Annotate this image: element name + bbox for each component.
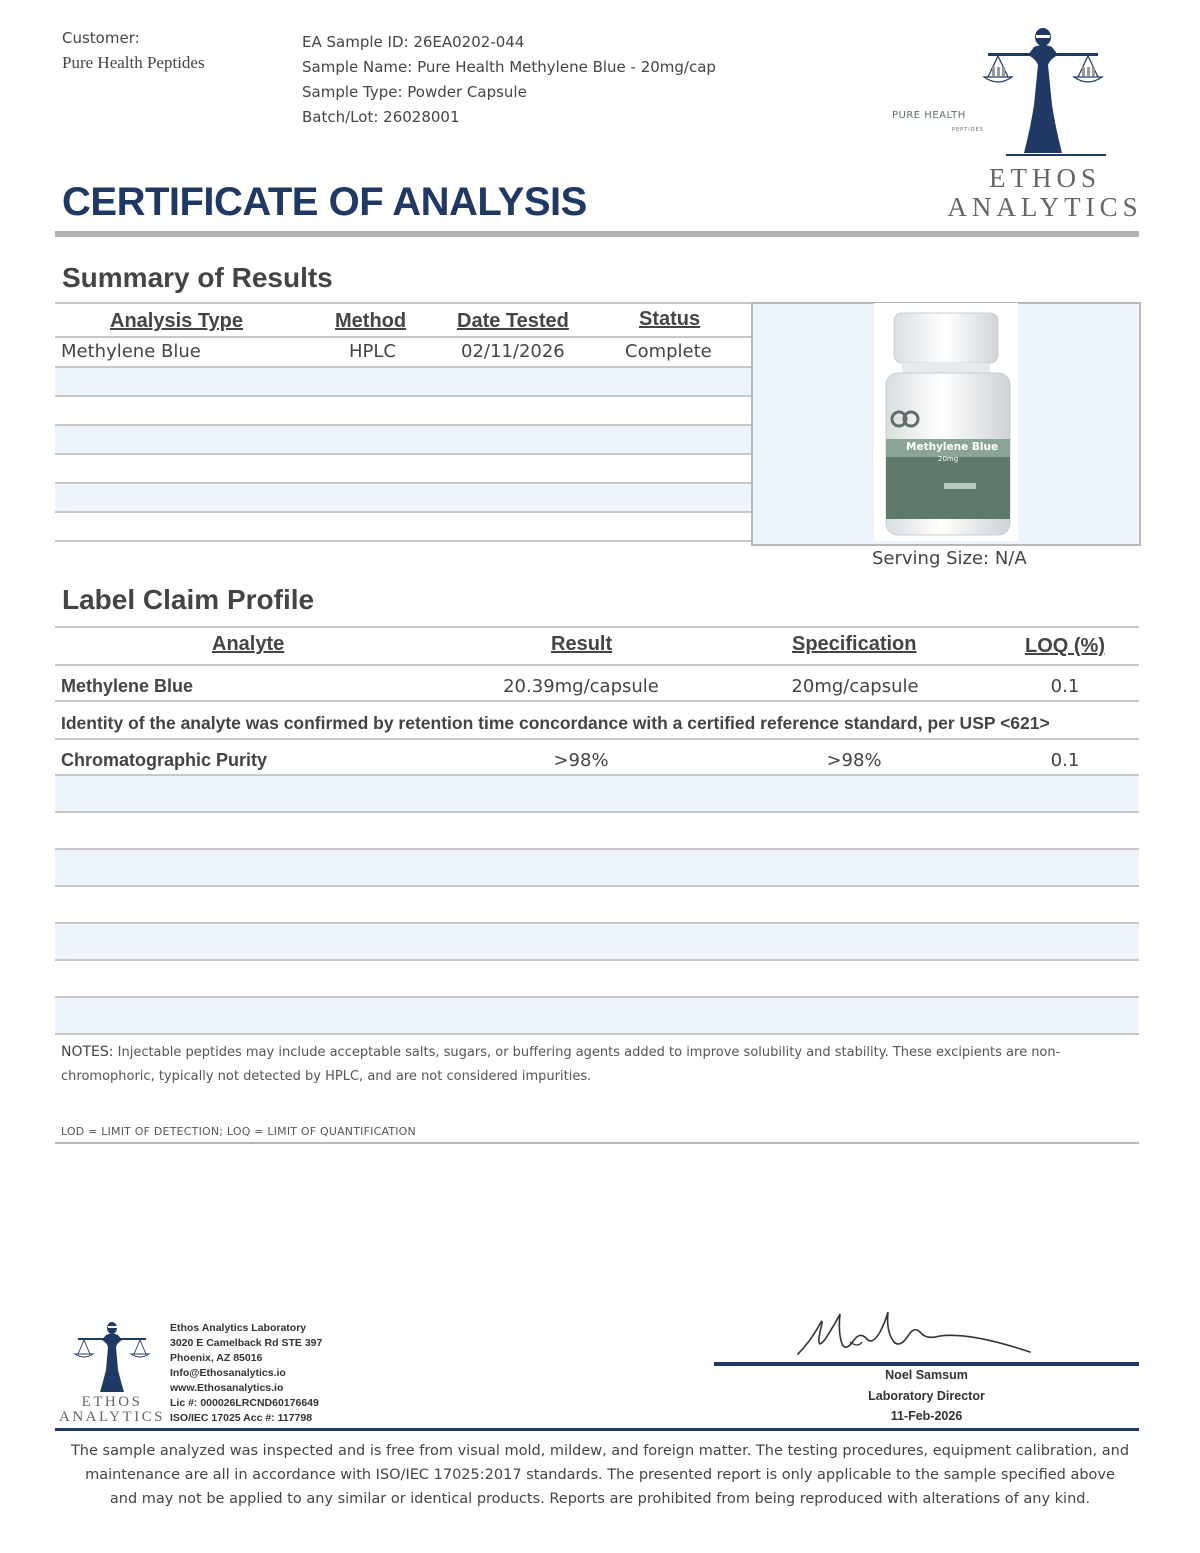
- logo-text-analytics: ANALYTICS: [947, 192, 1143, 222]
- analysis-type-cell: Methylene Blue: [61, 341, 201, 362]
- method-cell: HPLC: [349, 341, 396, 362]
- title-divider: [55, 231, 1139, 237]
- table-row: [55, 368, 751, 397]
- document-title: CERTIFICATE OF ANALYSIS: [62, 180, 587, 224]
- lab-name: Ethos Analytics Laboratory: [170, 1322, 307, 1334]
- specification-cell: >98%: [826, 750, 882, 771]
- table-row: [55, 426, 751, 455]
- supplement-bottle-icon: [874, 303, 1018, 541]
- small-logo-text-analytics: ANALYTICS: [59, 1409, 165, 1425]
- header-analyte: Analyte: [212, 633, 285, 655]
- sample-name: Sample Name: Pure Health Methylene Blue - 20mg/cap: [302, 58, 716, 76]
- notes-label: NOTES:: [61, 1044, 114, 1060]
- header-analysis-type: Analysis Type: [110, 310, 244, 332]
- customer-label: Customer:: [62, 29, 140, 47]
- notes-text: Injectable peptides may include acceptable salts, sugars, or buffering agents added to improve solubility and stability. These excipients are non-chromophoric, typically not detected by HPLC, and are not considered impurities.: [61, 1045, 1061, 1084]
- lab-address-block: [170, 1321, 322, 1426]
- signature-date: 11-Feb-2026: [890, 1409, 963, 1423]
- label-claim-heading: Label Claim Profile: [62, 584, 315, 615]
- summary-header-row: [55, 302, 751, 338]
- lod-loq-legend: LOD = LIMIT OF DETECTION; LOQ = LIMIT OF QUANTIFICATION: [61, 1125, 416, 1138]
- result-cell: 20.39mg/capsule: [503, 676, 659, 697]
- signer-role: Laboratory Director: [868, 1389, 985, 1403]
- signature-line: [714, 1362, 1139, 1366]
- notes-divider: [55, 1142, 1139, 1144]
- lab-license: Lic #: 000026LRCND60176649: [170, 1397, 319, 1409]
- analyte-cell: Methylene Blue: [61, 676, 194, 696]
- table-row: [55, 513, 751, 542]
- table-row: [55, 850, 1139, 887]
- signer-name: Noel Samsum: [885, 1368, 968, 1382]
- analyte-cell: Chromatographic Purity: [61, 750, 268, 770]
- table-row: [55, 887, 1139, 924]
- table-row: [55, 397, 751, 426]
- identity-statement: Identity of the analyte was confirmed by retention time concordance with a certified reference standard, per USP <621>: [61, 713, 1050, 733]
- logo-text-ethos: ETHOS: [989, 163, 1101, 193]
- serving-size: Serving Size: N/A: [872, 548, 1027, 569]
- table-row: [55, 924, 1139, 961]
- footer-divider: [55, 1428, 1139, 1431]
- sample-type: Sample Type: Powder Capsule: [302, 83, 527, 101]
- lab-city: Phoenix, AZ 85016: [170, 1352, 263, 1364]
- lab-accreditation: ISO/IEC 17025 Acc #: 117798: [170, 1412, 313, 1424]
- disclaimer: The sample analyzed was inspected and is free from visual mold, mildew, and foreign matter. The testing procedures, equipment calibration, and maintenance are all in accordance with ISO/IEC 17025:2017 standards. The presented report is only applicable to the sample specified above and may not be applied to any similar or identical products. Reports are prohibited from being reproduced with alterations of any kind.: [70, 1443, 1130, 1507]
- label-claim-header-row: [55, 626, 1139, 666]
- lab-email: Info@Ethosanalytics.io: [170, 1367, 286, 1379]
- identity-row: [55, 702, 1139, 740]
- header-date-tested: Date Tested: [457, 310, 569, 332]
- table-row: [55, 740, 1139, 776]
- date-tested-cell: 02/11/2026: [461, 341, 565, 362]
- table-row: [55, 776, 1139, 813]
- customer-name: Pure Health Peptides: [62, 53, 205, 72]
- result-cell: >98%: [553, 750, 609, 771]
- table-row: [55, 665, 1139, 702]
- header-loq: LOQ (%): [1025, 635, 1105, 657]
- table-row: [55, 455, 751, 484]
- table-row: [55, 484, 751, 513]
- specification-cell: 20mg/capsule: [791, 676, 919, 697]
- bottle-strength: 20mg: [938, 455, 959, 463]
- table-row: [55, 961, 1139, 998]
- header-method: Method: [335, 310, 407, 332]
- sample-id: EA Sample ID: 26EA0202-044: [302, 33, 525, 51]
- header-status: Status: [639, 308, 701, 330]
- loq-cell: 0.1: [1050, 750, 1080, 771]
- signature-icon: [790, 1302, 1040, 1364]
- header-result: Result: [551, 633, 613, 655]
- table-row: [55, 813, 1139, 850]
- table-row: [55, 336, 751, 368]
- bottle-product-name: Methylene Blue: [906, 441, 999, 453]
- lab-street: 3020 E Camelback Rd STE 397: [170, 1337, 323, 1349]
- batch-lot: Batch/Lot: 26028001: [302, 108, 460, 126]
- table-row: [55, 998, 1139, 1035]
- product-photo: [874, 303, 1018, 541]
- lab-website: www.Ethosanalytics.io: [170, 1382, 284, 1394]
- summary-heading: Summary of Results: [62, 262, 333, 293]
- loq-cell: 0.1: [1050, 676, 1080, 697]
- bottle-brand-sub: PEPTIDES: [952, 127, 984, 133]
- header-specification: Specification: [792, 633, 917, 655]
- small-logo-text-ethos: ETHOS: [81, 1394, 143, 1410]
- signature-image: [790, 1302, 1040, 1364]
- status-cell: Complete: [625, 341, 712, 362]
- scales-of-justice-icon: [940, 25, 1150, 165]
- scales-of-justice-icon: [60, 1320, 165, 1395]
- notes: [61, 1040, 1141, 1089]
- bottle-brand: PURE HEALTH: [892, 110, 966, 121]
